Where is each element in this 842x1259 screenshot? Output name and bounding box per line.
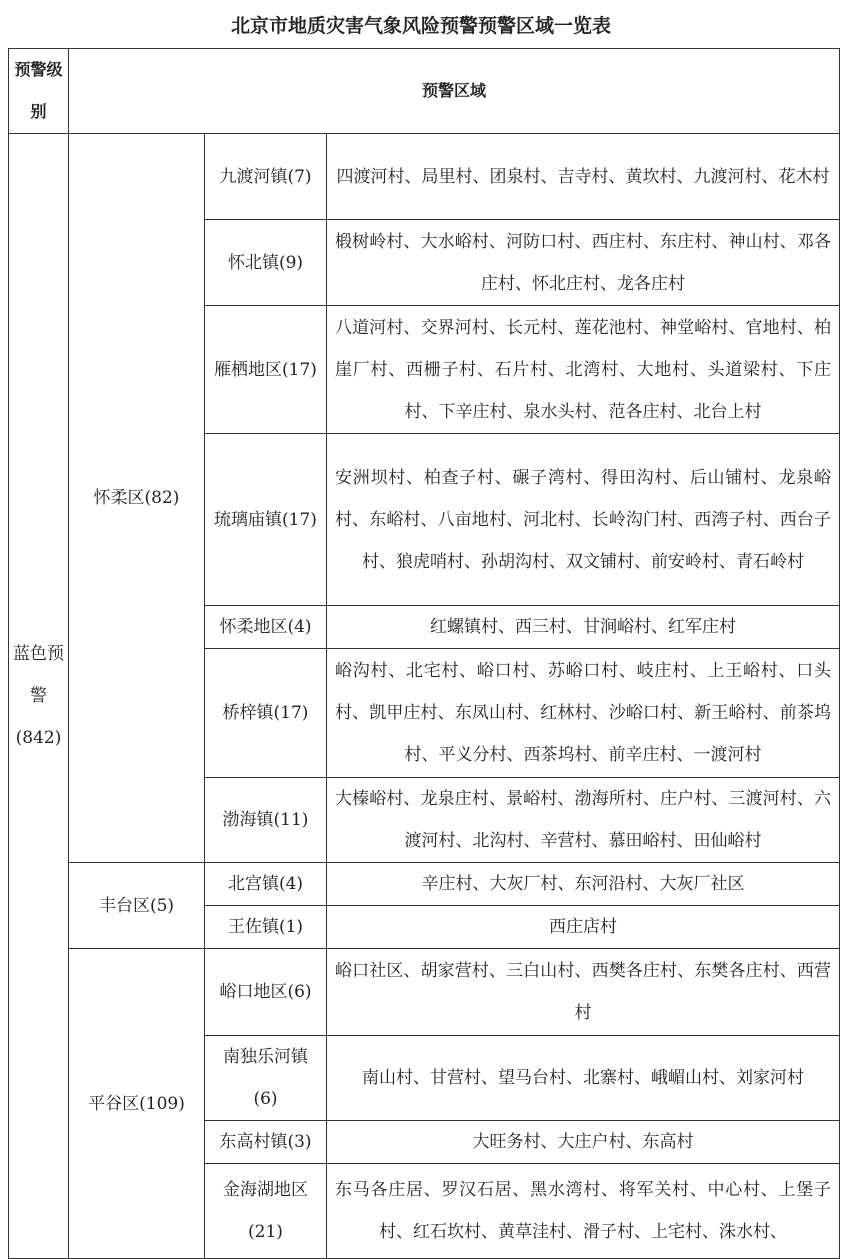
warning-level-cell [9, 134, 69, 1259]
town-cell: 渤海镇(11) [205, 778, 327, 863]
table-row [9, 134, 840, 220]
header-level: 预警级别 [9, 49, 69, 134]
town-cell: 怀柔地区(4) [205, 606, 327, 649]
town-cell: 琉璃庙镇(17) [205, 434, 327, 606]
villages-cell: 南山村、甘营村、望马台村、北寨村、峨嵋山村、刘家河村 [327, 1036, 840, 1121]
header-area: 预警区域 [69, 49, 840, 134]
town-cell: 九渡河镇(7) [205, 134, 327, 220]
villages-cell: 红螺镇村、西三村、甘涧峪村、红军庄村 [327, 606, 840, 649]
villages-cell: 八道河村、交界河村、长元村、莲花池村、神堂峪村、官地村、柏崖厂村、西栅子村、石片村、北湾村、大地村、头道梁村、下庄村、下辛庄村、泉水头村、范各庄村、北台上村 [327, 306, 840, 434]
town-cell: 金海湖地区(21) [205, 1164, 327, 1259]
town-cell: 南独乐河镇(6) [205, 1036, 327, 1121]
town-cell: 怀北镇(9) [205, 220, 327, 306]
document-title: 北京市地质灾害气象风险预警预警区域一览表 [230, 15, 611, 37]
town-cell: 峪口地区(6) [205, 949, 327, 1036]
district-cell: 平谷区(109) [69, 949, 205, 1259]
town-cell: 北宫镇(4) [205, 863, 327, 906]
villages-cell: 峪口社区、胡家营村、三白山村、西樊各庄村、东樊各庄村、西营村 [327, 949, 840, 1036]
warning-level-name: 蓝色预警 [13, 644, 64, 706]
table-header-row [9, 49, 840, 134]
table-row [9, 949, 840, 1036]
table-row [9, 863, 840, 906]
villages-cell: 四渡河村、局里村、团泉村、吉寺村、黄坎村、九渡河村、花木村 [327, 134, 840, 220]
villages-cell: 西庄店村 [327, 906, 840, 949]
villages-cell: 东马各庄居、罗汉石居、黑水湾村、将军关村、中心村、上堡子村、红石坎村、黄草洼村、滑子村、上宅村、洙水村、 [327, 1164, 840, 1259]
villages-cell: 大旺务村、大庄户村、东高村 [327, 1121, 840, 1164]
villages-cell: 椴树岭村、大水峪村、河防口村、西庄村、东庄村、神山村、邓各庄村、怀北庄村、龙各庄村 [327, 220, 840, 306]
villages-cell: 辛庄村、大灰厂村、东河沿村、大灰厂社区 [327, 863, 840, 906]
villages-cell: 峪沟村、北宅村、峪口村、苏峪口村、岐庄村、上王峪村、口头村、凯甲庄村、东凤山村、红林村、沙峪口村、新王峪村、前茶坞村、平义分村、西茶坞村、前辛庄村、一渡河村 [327, 649, 840, 778]
town-cell: 王佐镇(1) [205, 906, 327, 949]
town-cell: 雁栖地区(17) [205, 306, 327, 434]
town-cell: 桥梓镇(17) [205, 649, 327, 778]
warning-area-table [8, 48, 840, 1259]
district-cell: 丰台区(5) [69, 863, 205, 949]
villages-cell: 大榛峪村、龙泉庄村、景峪村、渤海所村、庄户村、三渡河村、六渡河村、北沟村、辛营村、慕田峪村、田仙峪村 [327, 778, 840, 863]
town-cell: 东高村镇(3) [205, 1121, 327, 1164]
warning-level-count: (842) [15, 728, 62, 748]
district-cell: 怀柔区(82) [69, 134, 205, 863]
villages-cell: 安洲坝村、柏查子村、碾子湾村、得田沟村、后山铺村、龙泉峪村、东峪村、八亩地村、河北村、长岭沟门村、西湾子村、西台子村、狼虎哨村、孙胡沟村、双文铺村、前安岭村、青石岭村 [327, 434, 840, 606]
